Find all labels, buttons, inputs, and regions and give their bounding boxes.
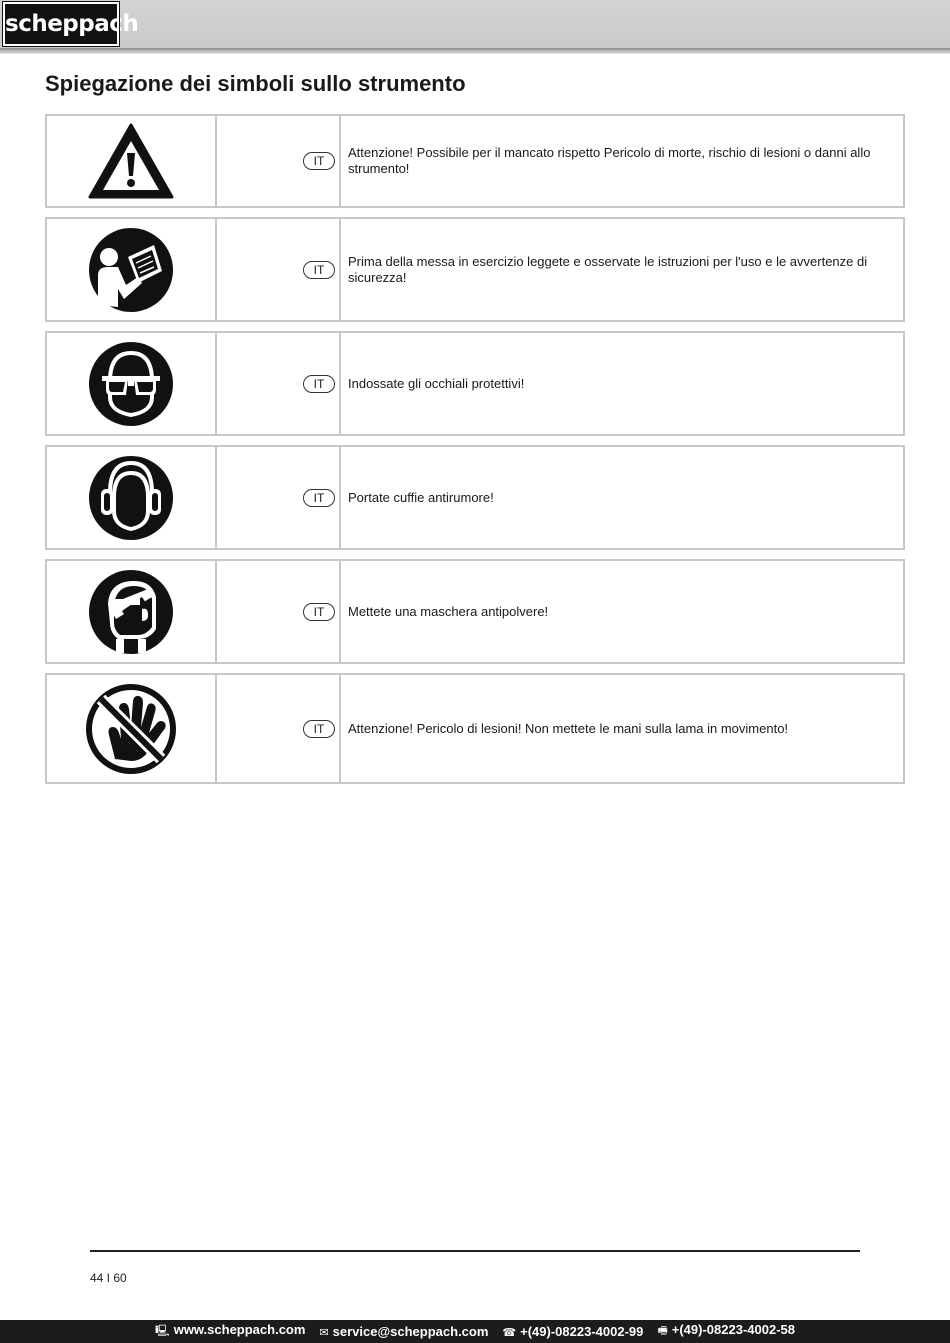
symbol-description <box>348 333 893 434</box>
language-badge: IT <box>303 603 335 621</box>
footer-divider <box>90 1250 860 1252</box>
table-row <box>45 114 905 208</box>
email-link[interactable]: service@scheppach.com <box>332 1324 489 1339</box>
symbol-cell <box>47 561 217 662</box>
brand-logo: scheppach <box>3 2 119 46</box>
table-row <box>45 673 905 784</box>
dust-mask-icon <box>88 569 174 655</box>
no-hands-icon <box>85 683 177 775</box>
description-text: Indossate gli occhiali protettivi! <box>348 375 525 391</box>
table-row <box>45 331 905 436</box>
header-shadow <box>0 48 950 54</box>
symbol-description <box>348 219 893 320</box>
ear-protection-icon <box>88 455 174 541</box>
contact-footer <box>0 1320 950 1343</box>
phone-item <box>502 1324 643 1339</box>
symbol-cell <box>47 447 217 548</box>
mail-icon: ✉ <box>319 1326 329 1339</box>
read-manual-icon <box>88 227 174 313</box>
phone-icon: ☎ <box>502 1326 517 1339</box>
symbol-cell <box>47 333 217 434</box>
website-link[interactable]: www.scheppach.com <box>173 1322 306 1337</box>
language-badge: IT <box>303 152 335 170</box>
table-row <box>45 217 905 322</box>
symbol-cell <box>47 116 217 206</box>
fax-number: +(49)-08223-4002-58 <box>671 1322 795 1337</box>
fax-icon: 🖷 <box>657 1324 668 1337</box>
table-row <box>45 445 905 550</box>
language-badge: IT <box>303 720 335 738</box>
computer-icon: 🖳 <box>155 1324 170 1337</box>
symbol-cell <box>47 675 217 782</box>
language-cell <box>217 447 341 548</box>
symbol-description <box>348 447 893 548</box>
page-number: 44 I 60 <box>90 1271 127 1285</box>
language-cell <box>217 561 341 662</box>
safety-goggles-icon <box>88 341 174 427</box>
website-item <box>155 1322 305 1341</box>
description-text: Prima della messa in esercizio leggete e osservate le istruzioni per l'uso e le avvertenze di sicurezza! <box>348 253 868 285</box>
table-row <box>45 559 905 664</box>
language-badge: IT <box>303 489 335 507</box>
email-item <box>319 1324 488 1339</box>
language-cell <box>217 219 341 320</box>
symbol-cell <box>47 219 217 320</box>
symbol-description <box>348 561 893 662</box>
description-text: Mettete una maschera antipolvere! <box>348 603 549 619</box>
description-text: Attenzione! Possibile per il mancato rispetto Pericolo di morte, rischio di lesioni o danni allo strumento! <box>348 145 871 176</box>
warning-triangle-icon <box>86 121 176 201</box>
fax-item <box>657 1322 795 1341</box>
page-title: Spiegazione dei simboli sullo strumento <box>45 71 466 96</box>
phone-number: +(49)-08223-4002-99 <box>520 1324 644 1339</box>
description-text: Portate cuffie antirumore! <box>348 489 494 505</box>
language-badge: IT <box>303 261 335 279</box>
header-bar <box>0 0 950 48</box>
language-cell <box>217 116 341 206</box>
language-badge: IT <box>303 375 335 393</box>
description-text: Attenzione! Pericolo di lesioni! Non mettete le mani sulla lama in movimento! <box>348 720 789 736</box>
language-cell <box>217 675 341 782</box>
symbol-description <box>348 675 893 782</box>
language-cell <box>217 333 341 434</box>
symbol-description <box>348 116 893 206</box>
